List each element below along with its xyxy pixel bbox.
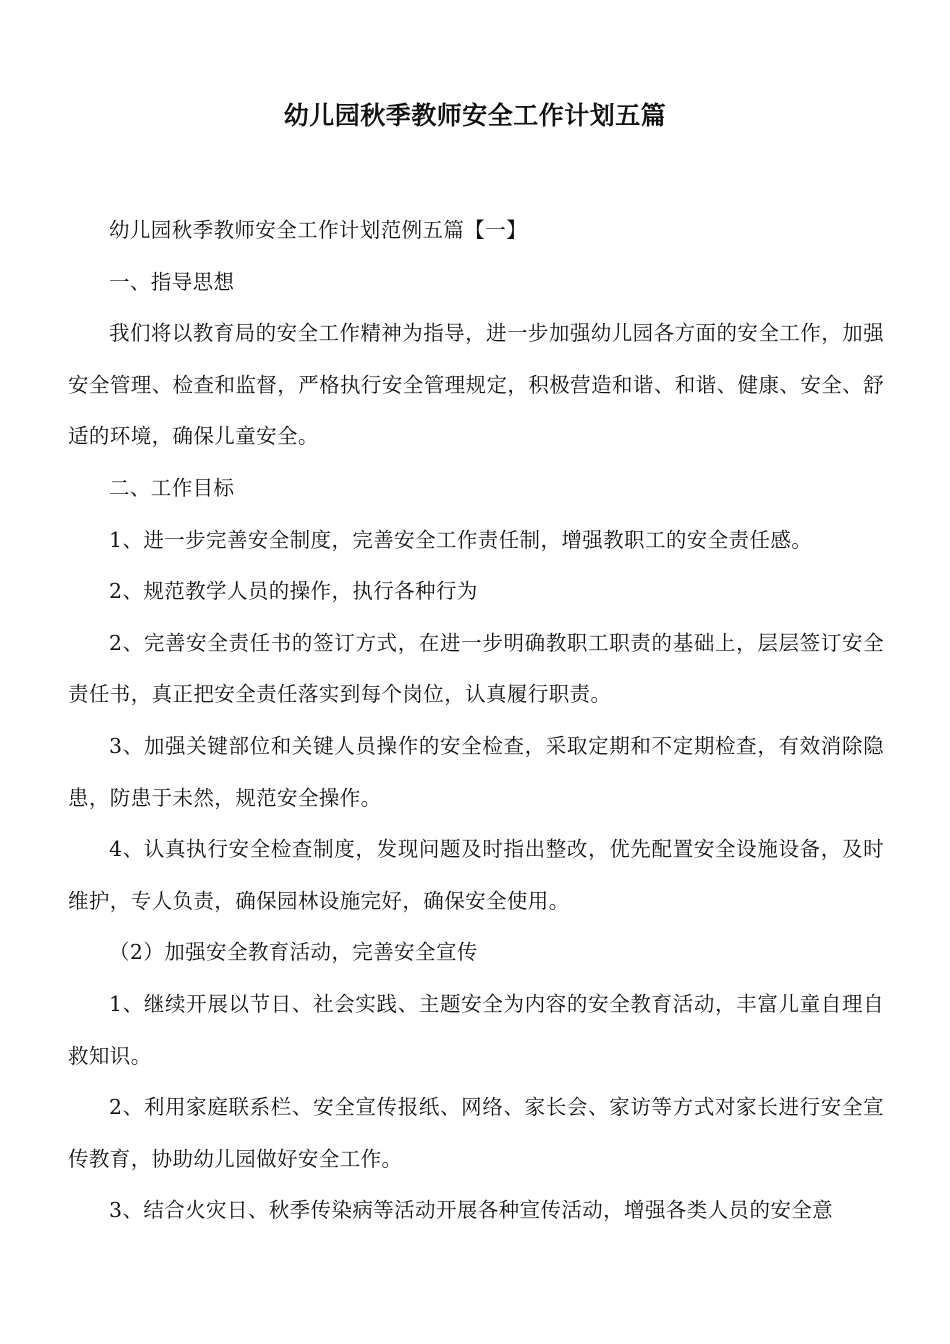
subsection-heading: 一、指导思想 <box>109 269 235 294</box>
paragraph: 4、认真执行安全检查制度，发现问题及时指出整改，优先配置安全设施设备，及时维护，专人负责，确保园林设施完好，确保安全使用。 <box>68 837 884 913</box>
subsection-heading: 二、工作目标 <box>109 475 235 500</box>
section-heading: 幼儿园秋季教师安全工作计划范例五篇【一】 <box>109 218 527 242</box>
subsection-heading: （2）加强安全教育活动，完善安全宣传 <box>109 940 478 965</box>
paragraph: 3、结合火灾日、秋季传染病等活动开展各种宣传活动，增强各类人员的安全意 <box>109 1198 834 1223</box>
document-body <box>68 205 884 1237</box>
paragraph: 3、加强关键部位和关键人员操作的安全检查，采取定期和不定期检查，有效消除隐患，防患于未然，规范安全操作。 <box>68 733 884 810</box>
document-title: 幼儿园秋季教师安全工作计划五篇 <box>283 101 667 130</box>
paragraph: 2、利用家庭联系栏、安全宣传报纸、网络、家长会、家访等方式对家长进行安全宣传教育，协助幼儿园做好安全工作。 <box>68 1095 884 1171</box>
paragraph: 1、继续开展以节日、社会实践、主题安全为内容的安全教育活动，丰富儿童自理自救知识。 <box>68 991 884 1068</box>
paragraph: 1、进一步完善安全制度，完善安全工作责任制，增强教职工的安全责任感。 <box>109 527 813 552</box>
paragraph: 我们将以教育局的安全工作精神为指导，进一步加强幼儿园各方面的安全工作，加强安全管理、检查和监督，严格执行安全管理规定，积极营造和谐、和谐、健康、安全、舒适的环境，确保儿童安全。 <box>68 321 884 449</box>
paragraph: 2、规范教学人员的操作，执行各种行为 <box>109 579 478 604</box>
paragraph: 2、完善安全责任书的签订方式，在进一步明确教职工职责的基础上，层层签订安全责任书，真正把安全责任落实到每个岗位，认真履行职责。 <box>68 630 884 707</box>
